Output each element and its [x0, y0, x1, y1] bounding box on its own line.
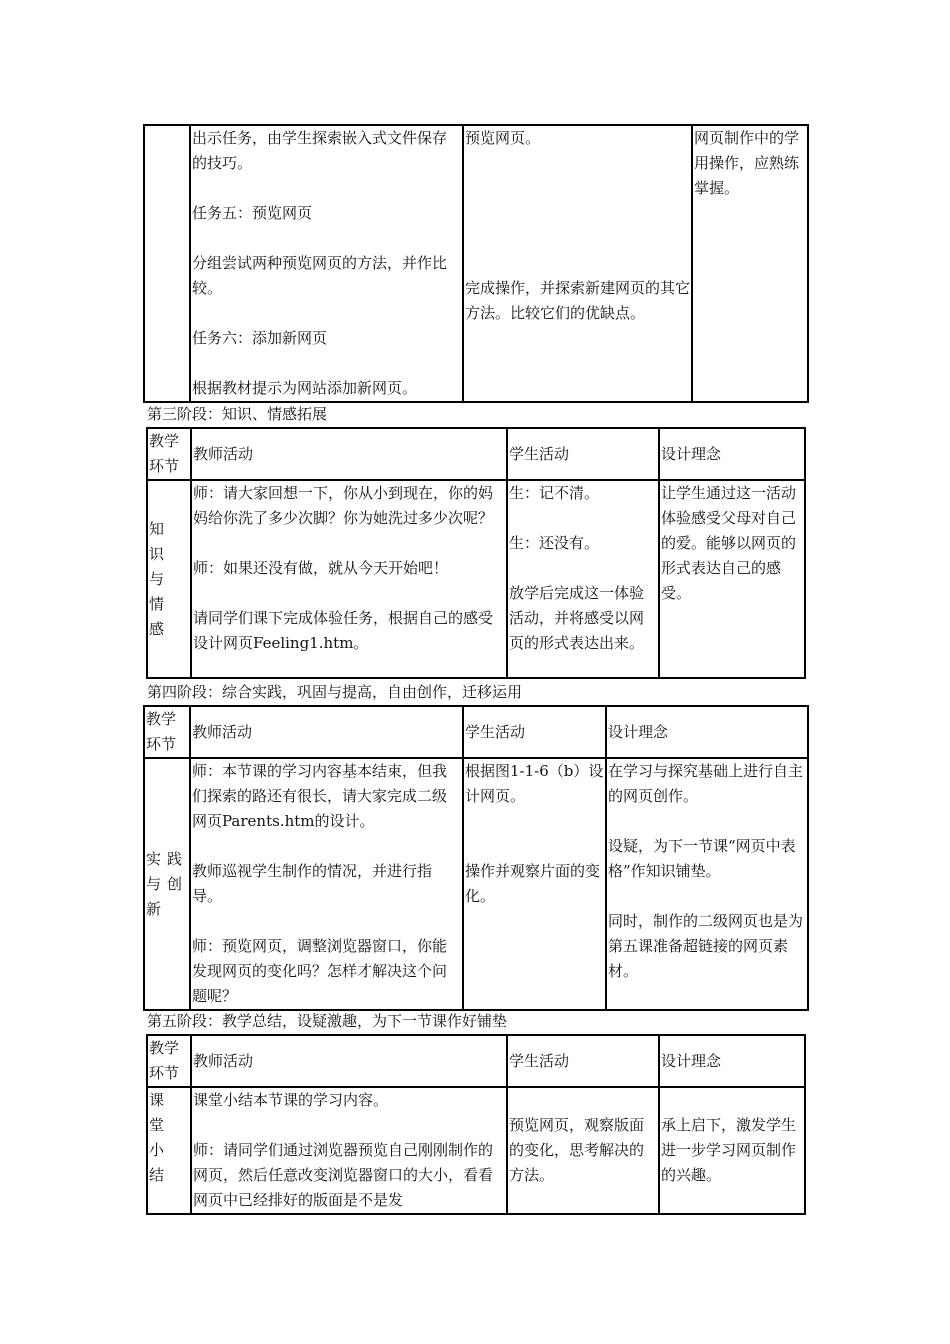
teacher-text: 请同学们课下完成体验任务，根据自己的感受设计网页Feeling1.htm。	[193, 609, 494, 652]
segment-text: 实践与创新	[146, 849, 189, 918]
teacher-text: 师：如果还没有做，就从今天开始吧！	[193, 559, 449, 577]
student-activity-cell	[507, 480, 659, 678]
teacher-text: 任务五：预览网页	[192, 204, 313, 222]
design-text: 同时，制作的二级网页也是为第五课准备超链接的网页素材。	[608, 912, 804, 980]
header-design: 设计理念	[606, 706, 808, 758]
teacher-text: 师：请同学们通过浏览器预览自己刚刚制作的网页，然后任意改变浏览器窗口的大小，看看网页中已经排好的版面是不是发	[193, 1141, 494, 1209]
teacher-activity-cell	[190, 758, 463, 1010]
teacher-text: 师：预览网页，调整浏览器窗口，你能发现网页的变化吗？怎样才解决这个问题呢？	[192, 937, 448, 1005]
teacher-text: 教师巡视学生制作的情况，并进行指导。	[192, 862, 433, 905]
stage4-heading: 第四阶段：综合实践，巩固与提高，自由创作，迁移运用	[147, 683, 523, 701]
header-teacher: 教师活动	[191, 428, 507, 480]
student-activity-cell	[463, 125, 692, 402]
design-idea-cell	[606, 758, 808, 1010]
student-text: 放学后完成这一体验活动，并将感受以网页的形式表达出来。	[509, 584, 645, 652]
header-teacher: 教师活动	[190, 706, 463, 758]
student-text: 生：记不清。	[509, 484, 600, 502]
stage3-heading: 第三阶段：知识、情感拓展	[147, 405, 328, 423]
segment-text: 课堂小结	[149, 1091, 171, 1184]
teacher-activity-cell	[191, 480, 507, 678]
teacher-text: 任务六：添加新网页	[192, 329, 328, 347]
table-stage3	[146, 427, 806, 679]
design-idea-cell	[659, 480, 805, 678]
student-activity-cell	[463, 758, 606, 1010]
teacher-text: 出示任务，由学生探索嵌入式文件保存的技巧。	[192, 129, 448, 172]
segment-label	[147, 480, 191, 678]
teacher-activity-cell	[190, 125, 463, 402]
teacher-text: 师：请大家回想一下，你从小到现在，你的妈妈给你洗了多少次脚？你为她洗过多少次呢？	[193, 484, 494, 527]
teacher-text: 分组尝试两种预览网页的方法，并作比较。	[192, 254, 448, 297]
student-text: 预览网页，观察版面的变化，思考解决的方法。	[509, 1116, 645, 1184]
segment-label	[144, 758, 190, 1010]
header-teacher: 教师活动	[191, 1035, 507, 1087]
design-idea-cell	[659, 1087, 805, 1214]
teacher-activity-cell	[191, 1087, 507, 1214]
header-student: 学生活动	[507, 428, 659, 480]
student-text: 操作并观察片面的变化。	[465, 862, 601, 905]
teacher-text: 根据教材提示为网站添加新网页。	[192, 379, 418, 397]
stage5-heading: 第五阶段：教学总结，设疑激趣，为下一节课作好铺垫	[147, 1012, 508, 1030]
segment-text: 知识与情感	[149, 519, 171, 638]
table-stage2-continuation	[143, 124, 809, 403]
header-student: 学生活动	[507, 1035, 659, 1087]
student-activity-cell	[507, 1087, 659, 1214]
design-text: 网页制作中的学用操作，应熟练掌握。	[694, 129, 800, 197]
design-text: 承上启下，激发学生进一步学习网页制作的兴趣。	[661, 1116, 797, 1184]
header-design: 设计理念	[659, 428, 805, 480]
header-student: 学生活动	[463, 706, 606, 758]
design-text: 让学生通过这一活动体验感受父母对自己的爱。能够以网页的形式表达自己的感受。	[661, 484, 797, 602]
table-stage5	[146, 1034, 806, 1215]
table-stage4	[143, 705, 809, 1011]
design-text: 设疑，为下一节课“网页中表格”作知识铺垫。	[608, 837, 796, 880]
student-text: 预览网页。	[465, 129, 541, 147]
teacher-text: 师：本节课的学习内容基本结束，但我们探索的路还有很长，请大家完成二级网页Parents.htm的设计。	[192, 762, 448, 830]
segment-cell	[144, 125, 190, 402]
segment-label	[147, 1087, 191, 1214]
student-text: 生：还没有。	[509, 534, 600, 552]
header-segment: 教学环节	[147, 1035, 191, 1087]
header-segment: 教学环节	[147, 428, 191, 480]
teacher-text: 课堂小结本节课的学习内容。	[193, 1091, 389, 1109]
design-idea-cell	[692, 125, 808, 402]
header-segment: 教学环节	[144, 706, 190, 758]
header-design: 设计理念	[659, 1035, 805, 1087]
design-text: 在学习与探究基础上进行自主的网页创作。	[608, 762, 804, 805]
student-text: 完成操作，并探索新建网页的其它方法。比较它们的优缺点。	[465, 279, 691, 322]
student-text: 根据图1-1-6（b）设计网页。	[465, 762, 604, 805]
